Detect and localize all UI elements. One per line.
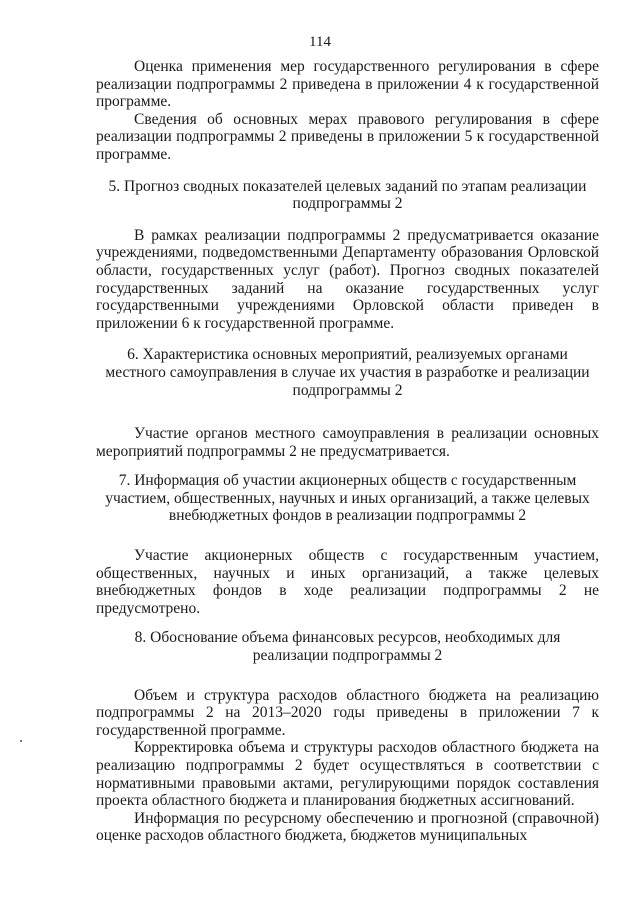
scan-artifact [20,740,22,742]
spacer [96,332,599,346]
section-heading-8: 8. Обоснование объема финансовых ресурсов, необходимых для реализации подпрограммы 2 [134,629,561,665]
paragraph-budget-adjustment: Корректировка объема и структуры расходов областного бюджета на реализацию подпрограммы 2 будет осуществляться в соответствии с нормативными правовыми актами, регулирующими порядок составления проекта областного бюджета и планирования бюджетных ассигнований. [96,739,599,810]
spacer [96,213,599,227]
spacer [96,525,599,547]
spacer [96,617,599,629]
paragraph-legal-regulation: Сведения об основных мерах правового регулирования в сфере реализации подпрограммы 2 приведены в приложении 5 к государственной программе. [96,110,599,163]
spacer [96,460,599,472]
section-heading-5: 5. Прогноз сводных показателей целевых заданий по этапам реализации подпрограммы 2 [108,177,587,213]
paragraph-local-government: Участие органов местного самоуправления в реализации основных мероприятий подпрограммы 2 не предусматривается. [96,425,599,460]
spacer [96,665,599,687]
paragraph-regulation-assessment: Оценка применения мер государственного регулирования в сфере реализации подпрограммы 2 приведена в приложении 4 к государственной программе. [96,58,599,111]
paragraph-forecast: В рамках реализации подпрограммы 2 предусматривается оказание учреждениями, подведомственными Департаменту образования Орловской области, государственных услуг (работ). Прогноз сводных показателей государственных заданий на оказание государственных услуг государственными учреждениями Орловской области приведен в приложении 6 к государственной программе. [96,226,599,332]
document-body [96,58,599,845]
spacer [96,164,599,178]
section-heading-7: 7. Информация об участии акционерных обществ с государственным участием, общественных, научных и иных организаций, а также целевых внебюджетных фондов в реализации подпрограммы 2 [105,472,590,525]
paragraph-budget-structure: Объем и структура расходов областного бюджета на реализацию подпрограммы 2 на 2013–2020 годы приведены в приложении 7 к государственной программе. [96,686,599,739]
paragraph-joint-stock-companies: Участие акционерных обществ с государственным участием, общественных, научных и иных организаций, а также целевых внебюджетных фондов в ходе реализации подпрограммы 2 не предусмотрено. [96,547,599,617]
page-number: 114 [309,34,331,50]
section-heading-6: 6. Характеристика основных мероприятий, реализуемых органами местного самоуправления в случае их участия в разработке и реализации подпрограммы 2 [105,346,590,399]
paragraph-resource-info: Информация по ресурсному обеспечению и прогнозной (справочной) оценке расходов областного бюджета, бюджетов муниципальных [96,809,599,845]
spacer [96,399,599,425]
